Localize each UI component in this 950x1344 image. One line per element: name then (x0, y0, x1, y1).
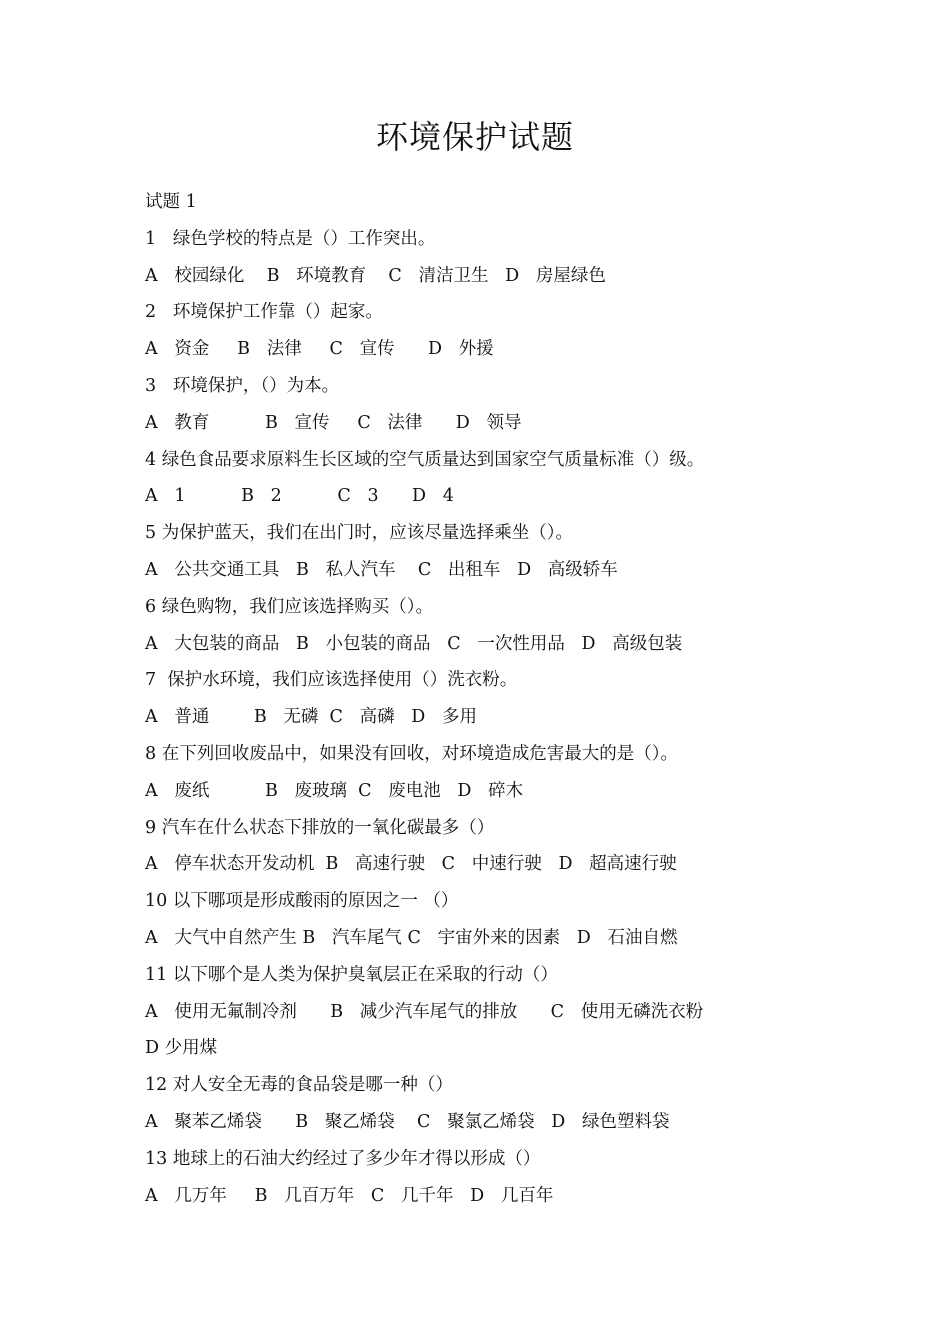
answer-options: A 普通 B 无磷 C 高磷 D 多用 (145, 707, 477, 728)
answer-options: A 资金 B 法律 C 宣传 D 外援 (145, 339, 494, 360)
question-text: 8 在下列回收废品中，如果没有回收，对环境造成危害最大的是（）。 (145, 743, 678, 764)
answer-options-continued: D 少用煤 (145, 1038, 218, 1059)
answer-options: A 停车状态开发动机 B 高速行驶 C 中速行驶 D 超高速行驶 (145, 854, 677, 875)
answer-options: A 校园绿化 B 环境教育 C 清洁卫生 D 房屋绿色 (145, 265, 606, 286)
answer-options: A 废纸 B 废玻璃 C 废电池 D 碎木 (145, 780, 524, 801)
question-text: 10 以下哪项是形成酸雨的原因之一 （） (145, 891, 459, 912)
page-title: 环境保护试题 (375, 118, 574, 156)
question-text: 9 汽车在什么状态下排放的一氧化碳最多（） (145, 817, 495, 838)
answer-options: A 教育 B 宣传 C 法律 D 领导 (145, 412, 522, 433)
question-text: 3 环境保护，（）为本。 (145, 375, 340, 396)
question-text: 6 绿色购物，我们应该选择购买（）。 (145, 596, 433, 617)
answer-options: A 几万年 B 几百万年 C 几千年 D 几百年 (145, 1185, 554, 1206)
question-text: 12 对人安全无毒的食品袋是哪一种（） (145, 1075, 453, 1096)
answer-options: A 使用无氟制冷剂 B 减少汽车尾气的排放 C 使用无磷洗衣粉 (145, 1001, 704, 1022)
section-label: 试题 1 (145, 192, 197, 212)
question-list (145, 184, 785, 1214)
question-text: 7 保护水环境，我们应该选择使用（）洗衣粉。 (145, 670, 518, 691)
answer-options: A 大包装的商品 B 小包装的商品 C 一次性用品 D 高级包装 (145, 633, 683, 654)
question-text: 2 环境保护工作靠（）起家。 (145, 302, 383, 323)
answer-options: A 公共交通工具 B 私人汽车 C 出租车 D 高级轿车 (145, 559, 618, 580)
answer-options: A 大气中自然产生 B 汽车尾气 C 宇宙外来的因素 D 石油自燃 (145, 927, 678, 948)
question-text: 1 绿色学校的特点是（）工作突出。 (145, 228, 436, 249)
answer-options: A 1 B 2 C 3 D 4 (145, 486, 454, 507)
answer-options: A 聚苯乙烯袋 B 聚乙烯袋 C 聚氯乙烯袋 D 绿色塑料袋 (145, 1111, 670, 1132)
question-text: 13 地球上的石油大约经过了多少年才得以形成（） (145, 1148, 541, 1169)
question-text: 4 绿色食品要求原料生长区域的空气质量达到国家空气质量标准（）级。 (145, 449, 705, 470)
question-text: 5 为保护蓝天，我们在出门时，应该尽量选择乘坐（）。 (145, 523, 573, 544)
question-text: 11 以下哪个是人类为保护臭氧层正在采取的行动（） (145, 964, 558, 985)
